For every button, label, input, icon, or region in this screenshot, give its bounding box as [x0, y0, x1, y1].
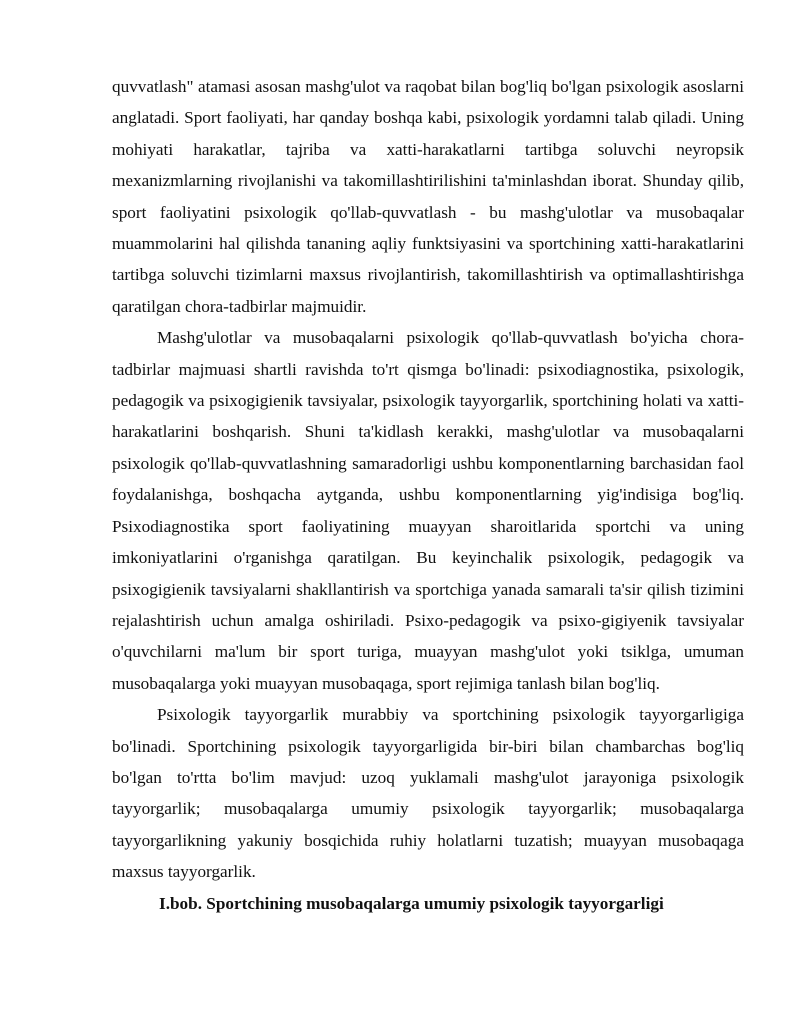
document-page: [112, 71, 744, 919]
section-heading: I.bob. Sportchining musobaqalarga umumiy psixologik tayyorgarligi: [159, 893, 664, 913]
paragraph-1: quvvatlash" atamasi asosan mashg'ulot va raqobat bilan bog'liq bo'lgan psixologik asoslarni anglatadi. Sport faoliyati, har qanday boshqa kabi, psixologik yordamni talab qiladi. Uning mohiyati harakatlar, tajriba va xatti-harakatlarni tartibga soluvchi neyropsik mexanizmlarning rivojlanishi va takomillashtirilishini ta'minlashdan iborat. Shunday qilib, sport faoliyatini psixologik qo'llab-quvvatlash - bu mashg'ulotlar va musobaqalar muammolarini hal qilishda tananing aqliy funktsiyasini va sportchining xatti-harakatlarini tartibga soluvchi tizimlarni maxsus rivojlantirish, takomillashtirish va optimallashtirishga qaratilgan chora-tadbirlar majmuidir.: [112, 77, 744, 316]
paragraph-3: Psixologik tayyorgarlik murabbiy va sportchining psixologik tayyorgarligiga bo'linadi. Sportchining psixologik tayyorgarligida bir-biri bilan chambarchas bog'liq bo'lgan to'rtta bo'lim mavjud: uzoq yuklamali mashg'ulot jarayoniga psixologik tayyorgarlik; musobaqalarga umumiy psixologik tayyorgarlik; musobaqalarga tayyorgarlikning yakuniy bosqichida ruhiy holatlarni tuzatish; muayyan musobaqaga maxsus tayyorgarlik.: [112, 705, 744, 882]
paragraph-2: Mashg'ulotlar va musobaqalarni psixologik qo'llab-quvvatlash bo'yicha chora-tadbirlar majmuasi shartli ravishda to'rt qismga bo'linadi: psixodiagnostika, psixologik, pedagogik va psixogigienik tavsiyalar, psixologik tayyorgarlik, sportchining holati va xatti-harakatlarini boshqarish. Shuni ta'kidlash kerakki, mashg'ulotlar va musobaqalarni psixologik qo'llab-quvvatlashning samaradorligi ushbu komponentlarning barchasidan faol foydalanishga, boshqacha aytganda, ushbu komponentlarning yig'indisiga bog'liq. Psixodiagnostika sport faoliyatining muayyan sharoitlarida sportchi va uning imkoniyatlarini o'rganishga qaratilgan. Bu keyinchalik psixologik, pedagogik va psixogigienik tavsiyalarni shakllantirish va sportchiga yanada samarali ta'sir qilish tizimini rejalashtirish uchun amalga oshiriladi. Psixo-pedagogik va psixo-gigiyenik tavsiyalar o'quvchilarni ma'lum bir sport turiga, muayyan mashg'ulot yoki tsiklga, umuman musobaqalarga yoki muayyan musobaqaga, sport rejimiga tanlash bilan bog'liq.: [112, 328, 744, 693]
